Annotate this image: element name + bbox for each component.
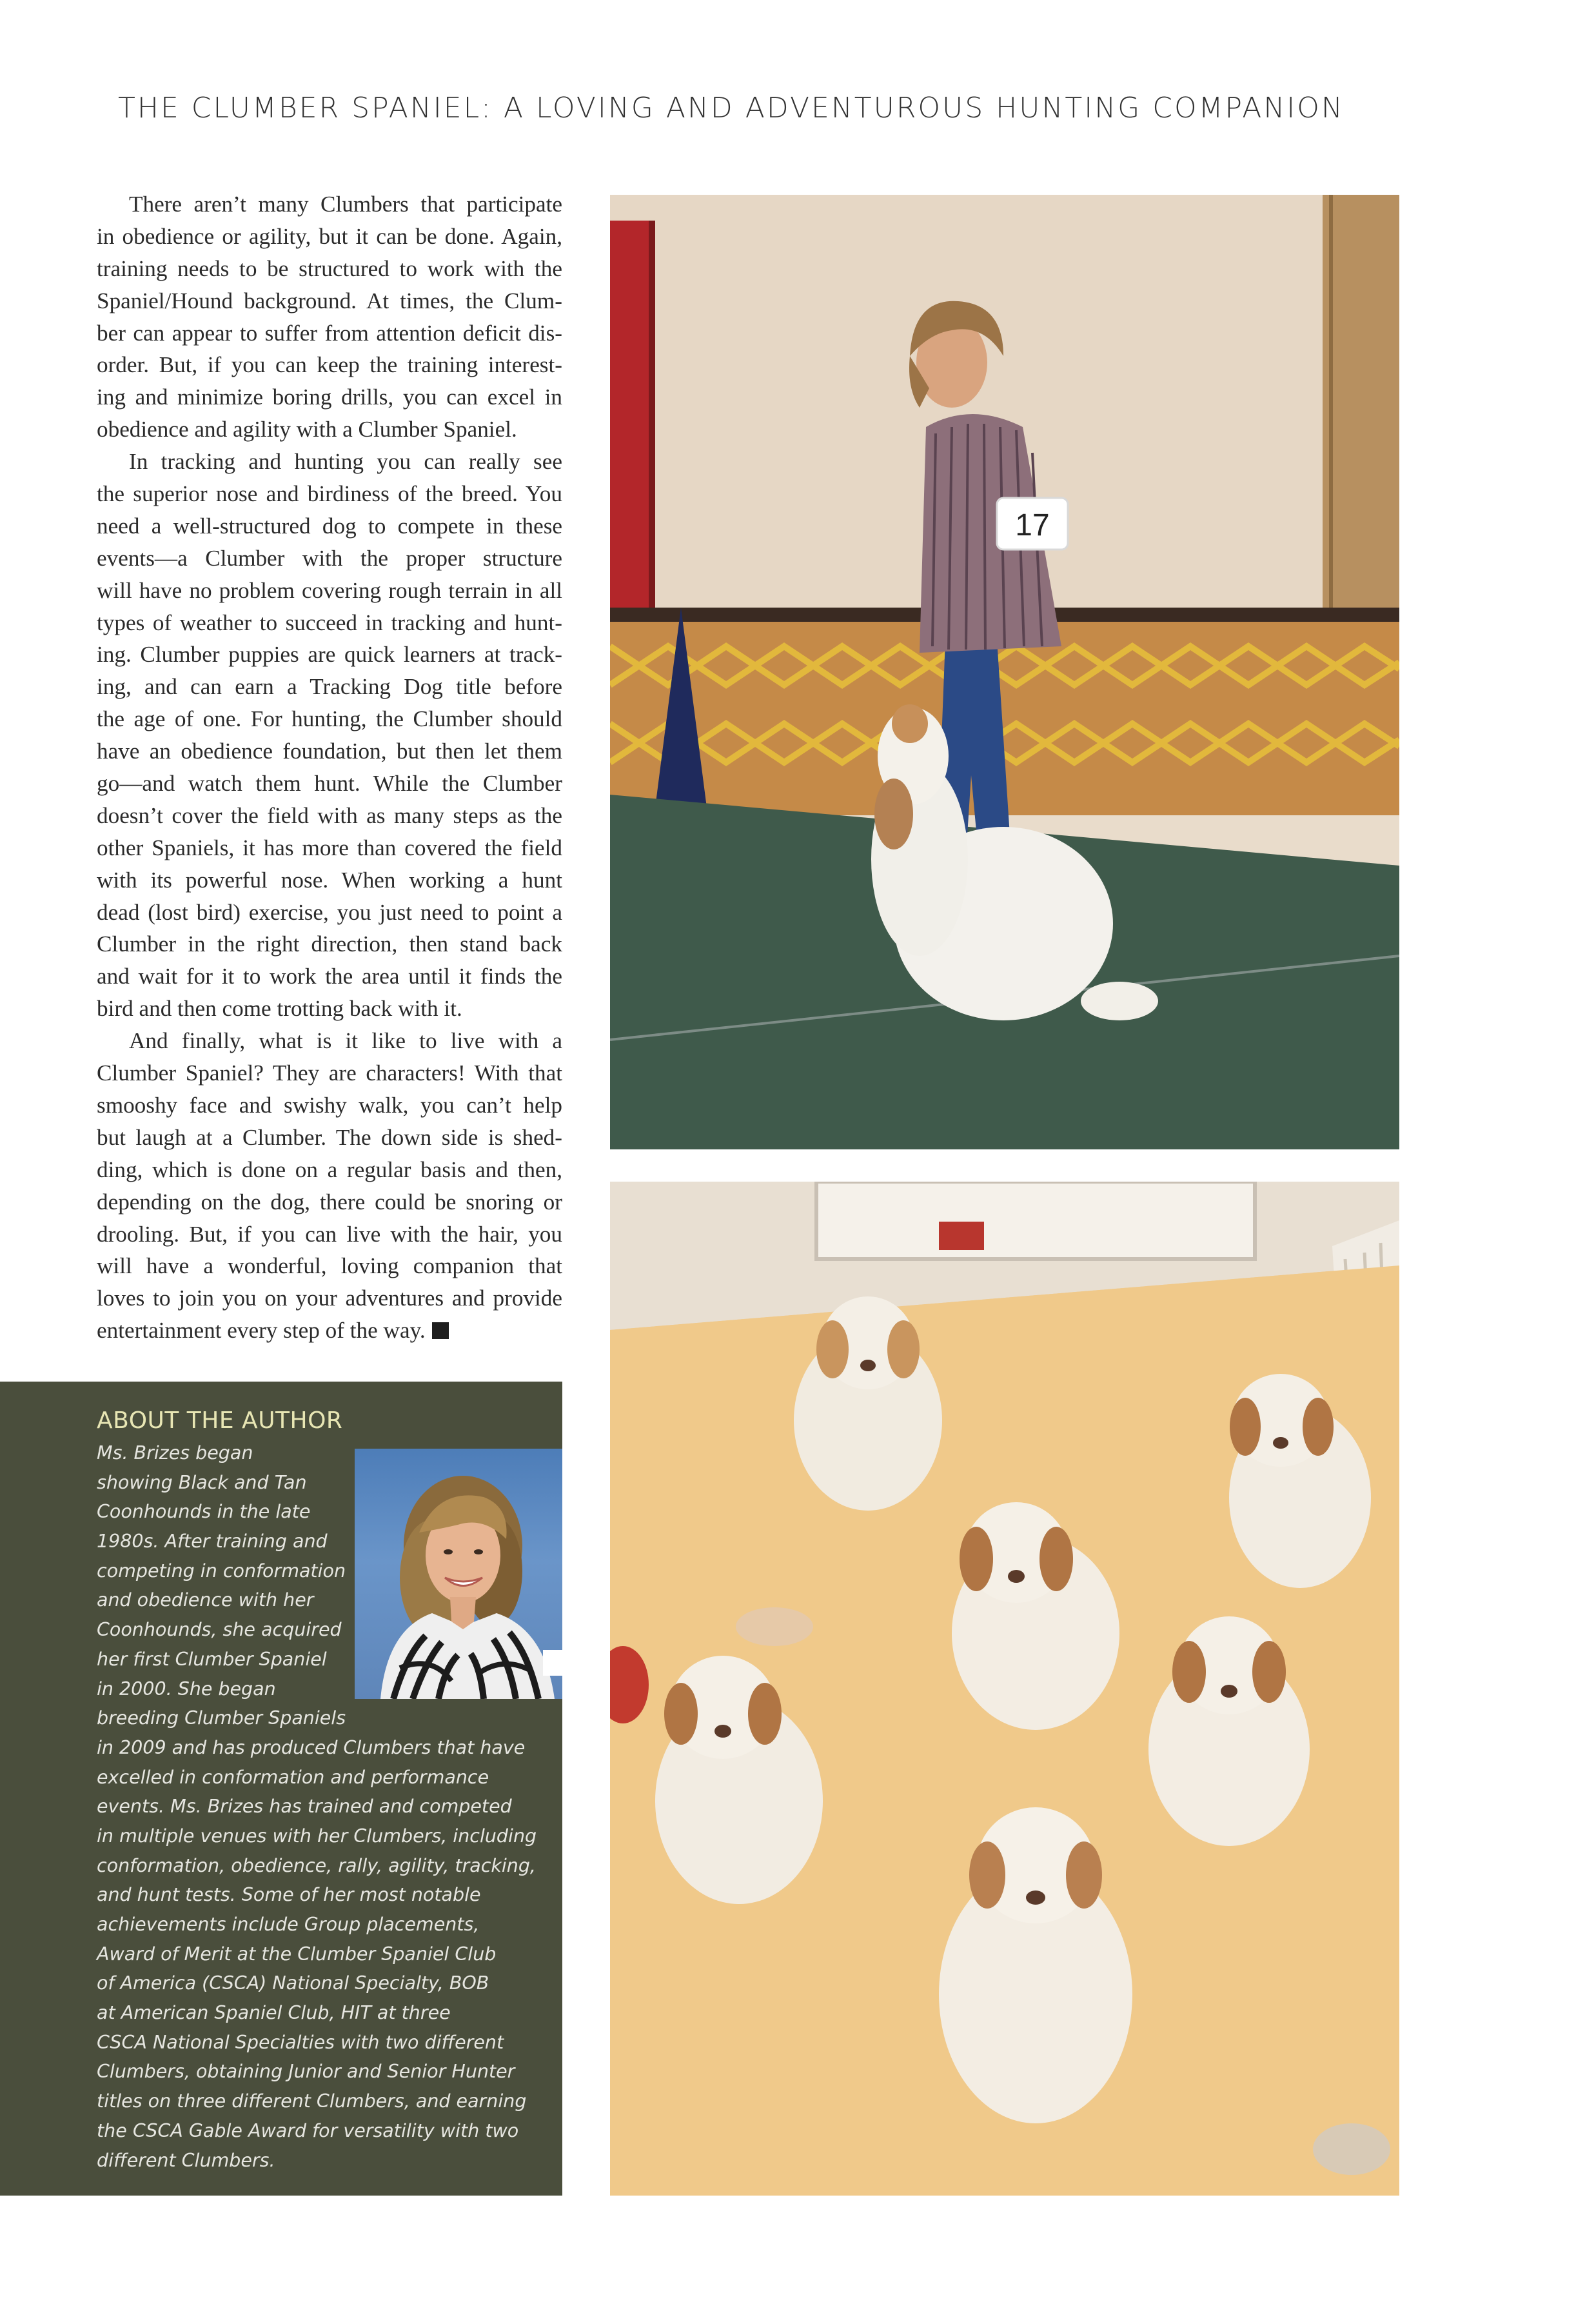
article-line: depending on the dog, there could be snoring or [97, 1189, 562, 1215]
about-author-heading: ABOUT THE AUTHOR [97, 1407, 343, 1434]
article-line: order. But, if you can keep the training interest- [97, 352, 562, 378]
article-line: events—a Clumber with the proper structure [97, 545, 562, 571]
article-line: dead (lost bird) exercise, you just need to point a [97, 899, 562, 925]
article-line: ber can appear to suffer from attention deficit dis- [97, 320, 562, 346]
article-line: And finally, what is it like to live with a [129, 1028, 562, 1054]
article-line: go—and watch them hunt. While the Clumber [97, 771, 562, 797]
author-line: Clumbers, obtaining Junior and Senior Hunter [97, 2061, 515, 2083]
author-line: the CSCA Gable Award for versatility with two [97, 2119, 519, 2141]
author-line: in 2000. She began [97, 1678, 276, 1700]
author-line: breeding Clumber Spaniels [97, 1707, 346, 1729]
article-line: ing and minimize boring drills, you can excel in [97, 384, 562, 410]
author-line: 1980s. After training and [97, 1531, 328, 1553]
author-line: conformation, obedience, rally, agility, tracking, [97, 1854, 536, 1876]
author-line: in multiple venues with her Clumbers, including [97, 1825, 537, 1847]
clumber-puppies-photo [610, 1182, 1399, 2196]
article-line: but laugh at a Clumber. The down side is shed- [97, 1124, 562, 1150]
article-line: need a well-structured dog to compete in these [97, 513, 562, 539]
article-line: the superior nose and birdiness of the breed. You [97, 481, 562, 507]
article-line: obedience and agility with a Clumber Spaniel. [97, 417, 517, 442]
author-line: titles on three different Clumbers, and earning [97, 2090, 527, 2112]
article-body [97, 188, 562, 1347]
armband-number: 17 [1015, 508, 1050, 542]
article-line: other Spaniels, it has more than covered the field [97, 835, 562, 860]
author-line: CSCA National Specialties with two different [97, 2031, 504, 2053]
article-line: Clumber in the right direction, then stand back [97, 931, 562, 957]
end-mark-icon [432, 1322, 449, 1339]
article-line: entertainment every step of the way. [97, 1318, 426, 1344]
article-line: ding, which is done on a regular basis and then, [97, 1156, 562, 1182]
article-line: with its powerful nose. When working a hunt [97, 867, 562, 893]
article-line: There aren’t many Clumbers that participate [129, 192, 562, 217]
article-line: Clumber Spaniel? They are characters! With that [97, 1060, 562, 1086]
article-line: In tracking and hunting you can really see [129, 449, 562, 475]
author-portrait-image [355, 1449, 562, 1699]
author-line: competing in conformation [97, 1560, 346, 1582]
article-line-final [97, 1315, 562, 1347]
article-line: training needs to be structured to work with the [97, 255, 562, 281]
author-line: her first Clumber Spaniel [97, 1648, 327, 1670]
author-line: of America (CSCA) National Specialty, BOB [97, 1972, 489, 1994]
author-line: different Clumbers. [97, 2149, 275, 2171]
article-line: have an obedience foundation, but then let them [97, 739, 562, 764]
author-line: Coonhounds in the late [97, 1501, 311, 1523]
article-line: loves to join you on your adventures and provide [97, 1285, 562, 1311]
article-line: types of weather to succeed in tracking and hunt- [97, 610, 562, 635]
article-line: Spaniel/Hound background. At times, the Clum- [97, 288, 562, 313]
author-line: Ms. Brizes began [97, 1442, 253, 1464]
article-line: ing, and can earn a Tracking Dog title before [97, 674, 562, 700]
handler-with-clumber-photo [610, 195, 1399, 1149]
article-line: in obedience or agility, but it can be done. Again, [97, 223, 562, 249]
author-line: Award of Merit at the Clumber Spaniel Club [97, 1943, 497, 1965]
article-line: the age of one. For hunting, the Clumber should [97, 706, 562, 732]
article-line: will have a wonderful, loving companion that [97, 1253, 562, 1279]
article-line: will have no problem covering rough terrain in all [97, 577, 562, 603]
author-line: and obedience with her [97, 1589, 314, 1611]
page-header: THE CLUMBER SPANIEL: A LOVING AND ADVENTUROUS HUNTING COMPANION [118, 92, 1345, 124]
article-line: doesn’t cover the field with as many steps as the [97, 802, 562, 828]
article-line: and wait for it to work the area until it finds the [97, 964, 562, 989]
article-line: drooling. But, if you can live with the hair, you [97, 1221, 562, 1247]
author-line: at American Spaniel Club, HIT at three [97, 2002, 451, 2024]
author-line: and hunt tests. Some of her most notable [97, 1884, 481, 1906]
author-line: events. Ms. Brizes has trained and competed [97, 1796, 512, 1818]
article-line: bird and then come trotting back with it. [97, 996, 462, 1022]
article-line: ing. Clumber puppies are quick learners at track- [97, 642, 562, 668]
author-line: Coonhounds, she acquired [97, 1619, 342, 1641]
article-line: smooshy face and swishy walk, you can’t help [97, 1092, 562, 1118]
author-line: in 2009 and has produced Clumbers that have [97, 1736, 526, 1758]
author-line: achievements include Group placements, [97, 1914, 480, 1935]
author-line: excelled in conformation and performance [97, 1766, 489, 1788]
author-line: showing Black and Tan [97, 1471, 307, 1493]
